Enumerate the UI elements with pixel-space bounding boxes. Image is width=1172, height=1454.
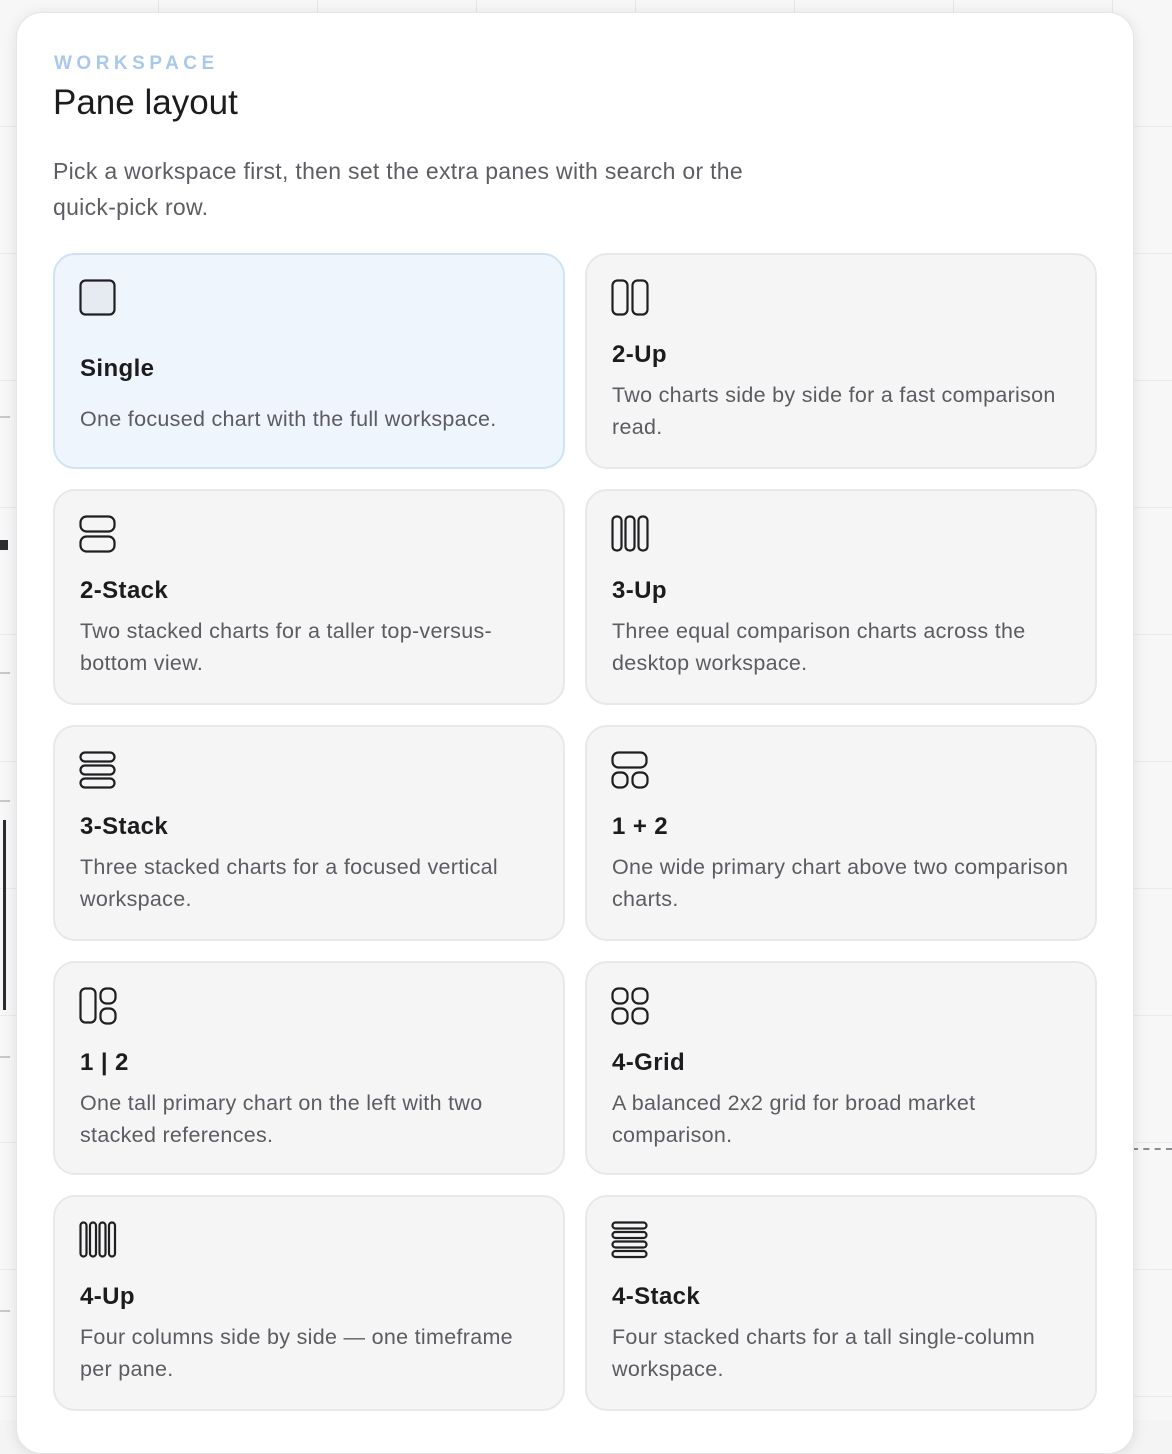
layout-option-3-stack[interactable] [53, 725, 565, 941]
layout-option-title: 3-Up [612, 577, 667, 604]
section-eyebrow: WORKSPACE [54, 53, 219, 74]
layout-option-description: Four stacked charts for a tall single-column workspace. [612, 1325, 1036, 1381]
axis-tick [0, 800, 10, 802]
price-line [1132, 1148, 1172, 1150]
layout-option-description: One wide primary chart above two comparison charts. [612, 855, 1069, 911]
layout-option-3-up[interactable] [585, 489, 1097, 705]
axis-tick [0, 416, 10, 418]
layout-option-single[interactable] [53, 253, 565, 469]
layout-options-grid [53, 253, 1097, 1411]
layout-option-description: Three equal comparison charts across the desktop workspace. [612, 619, 1026, 675]
layout-option-description: A balanced 2x2 grid for broad market comparison. [612, 1091, 976, 1147]
four-stack-icon [611, 1221, 649, 1259]
layout-option-description: Four columns side by side — one timeframe per pane. [80, 1325, 513, 1381]
layout-option-title: 3-Stack [80, 813, 169, 840]
one-plus-two-icon [611, 751, 649, 789]
layout-option-1-bar-2[interactable] [53, 961, 565, 1175]
layout-option-description: Three stacked charts for a focused vertical workspace. [80, 855, 498, 911]
layout-option-4-up[interactable] [53, 1195, 565, 1411]
single-pane-icon [79, 279, 117, 317]
four-up-icon [79, 1221, 117, 1259]
layout-option-1-plus-2[interactable] [585, 725, 1097, 941]
layout-option-4-stack[interactable] [585, 1195, 1097, 1411]
one-bar-two-icon [79, 987, 117, 1025]
layout-option-description: Two charts side by side for a fast comparison read. [612, 383, 1056, 439]
four-grid-icon [611, 987, 649, 1025]
axis-tick [0, 1056, 10, 1058]
layout-option-description: One focused chart with the full workspace. [80, 407, 497, 431]
layout-option-title: 4-Up [80, 1283, 135, 1310]
three-stack-icon [79, 751, 117, 789]
three-up-icon [611, 515, 649, 553]
two-stack-icon [79, 515, 117, 553]
panel-title: Pane layout [53, 83, 238, 122]
layout-option-2-up[interactable] [585, 253, 1097, 469]
layout-option-2-stack[interactable] [53, 489, 565, 705]
layout-option-description: One tall primary chart on the left with two stacked references. [80, 1091, 483, 1147]
axis-tick [0, 672, 10, 674]
pane-layout-panel [16, 12, 1134, 1454]
axis-tick [0, 1310, 10, 1312]
two-up-icon [611, 279, 649, 317]
chart-marker [0, 540, 8, 550]
layout-option-title: Single [80, 355, 155, 382]
layout-option-title: 4-Grid [612, 1049, 686, 1076]
layout-option-title: 4-Stack [612, 1283, 701, 1310]
layout-option-title: 1 | 2 [80, 1049, 129, 1076]
panel-description: Pick a workspace first, then set the extra panes with search or the quick-pick row. [53, 158, 743, 220]
layout-option-title: 2-Stack [80, 577, 169, 604]
layout-option-title: 2-Up [612, 341, 667, 368]
layout-option-4-grid[interactable] [585, 961, 1097, 1175]
chart-candle [3, 820, 6, 1010]
layout-option-description: Two stacked charts for a taller top-versus-bottom view. [80, 619, 492, 675]
layout-option-title: 1 + 2 [612, 813, 669, 840]
